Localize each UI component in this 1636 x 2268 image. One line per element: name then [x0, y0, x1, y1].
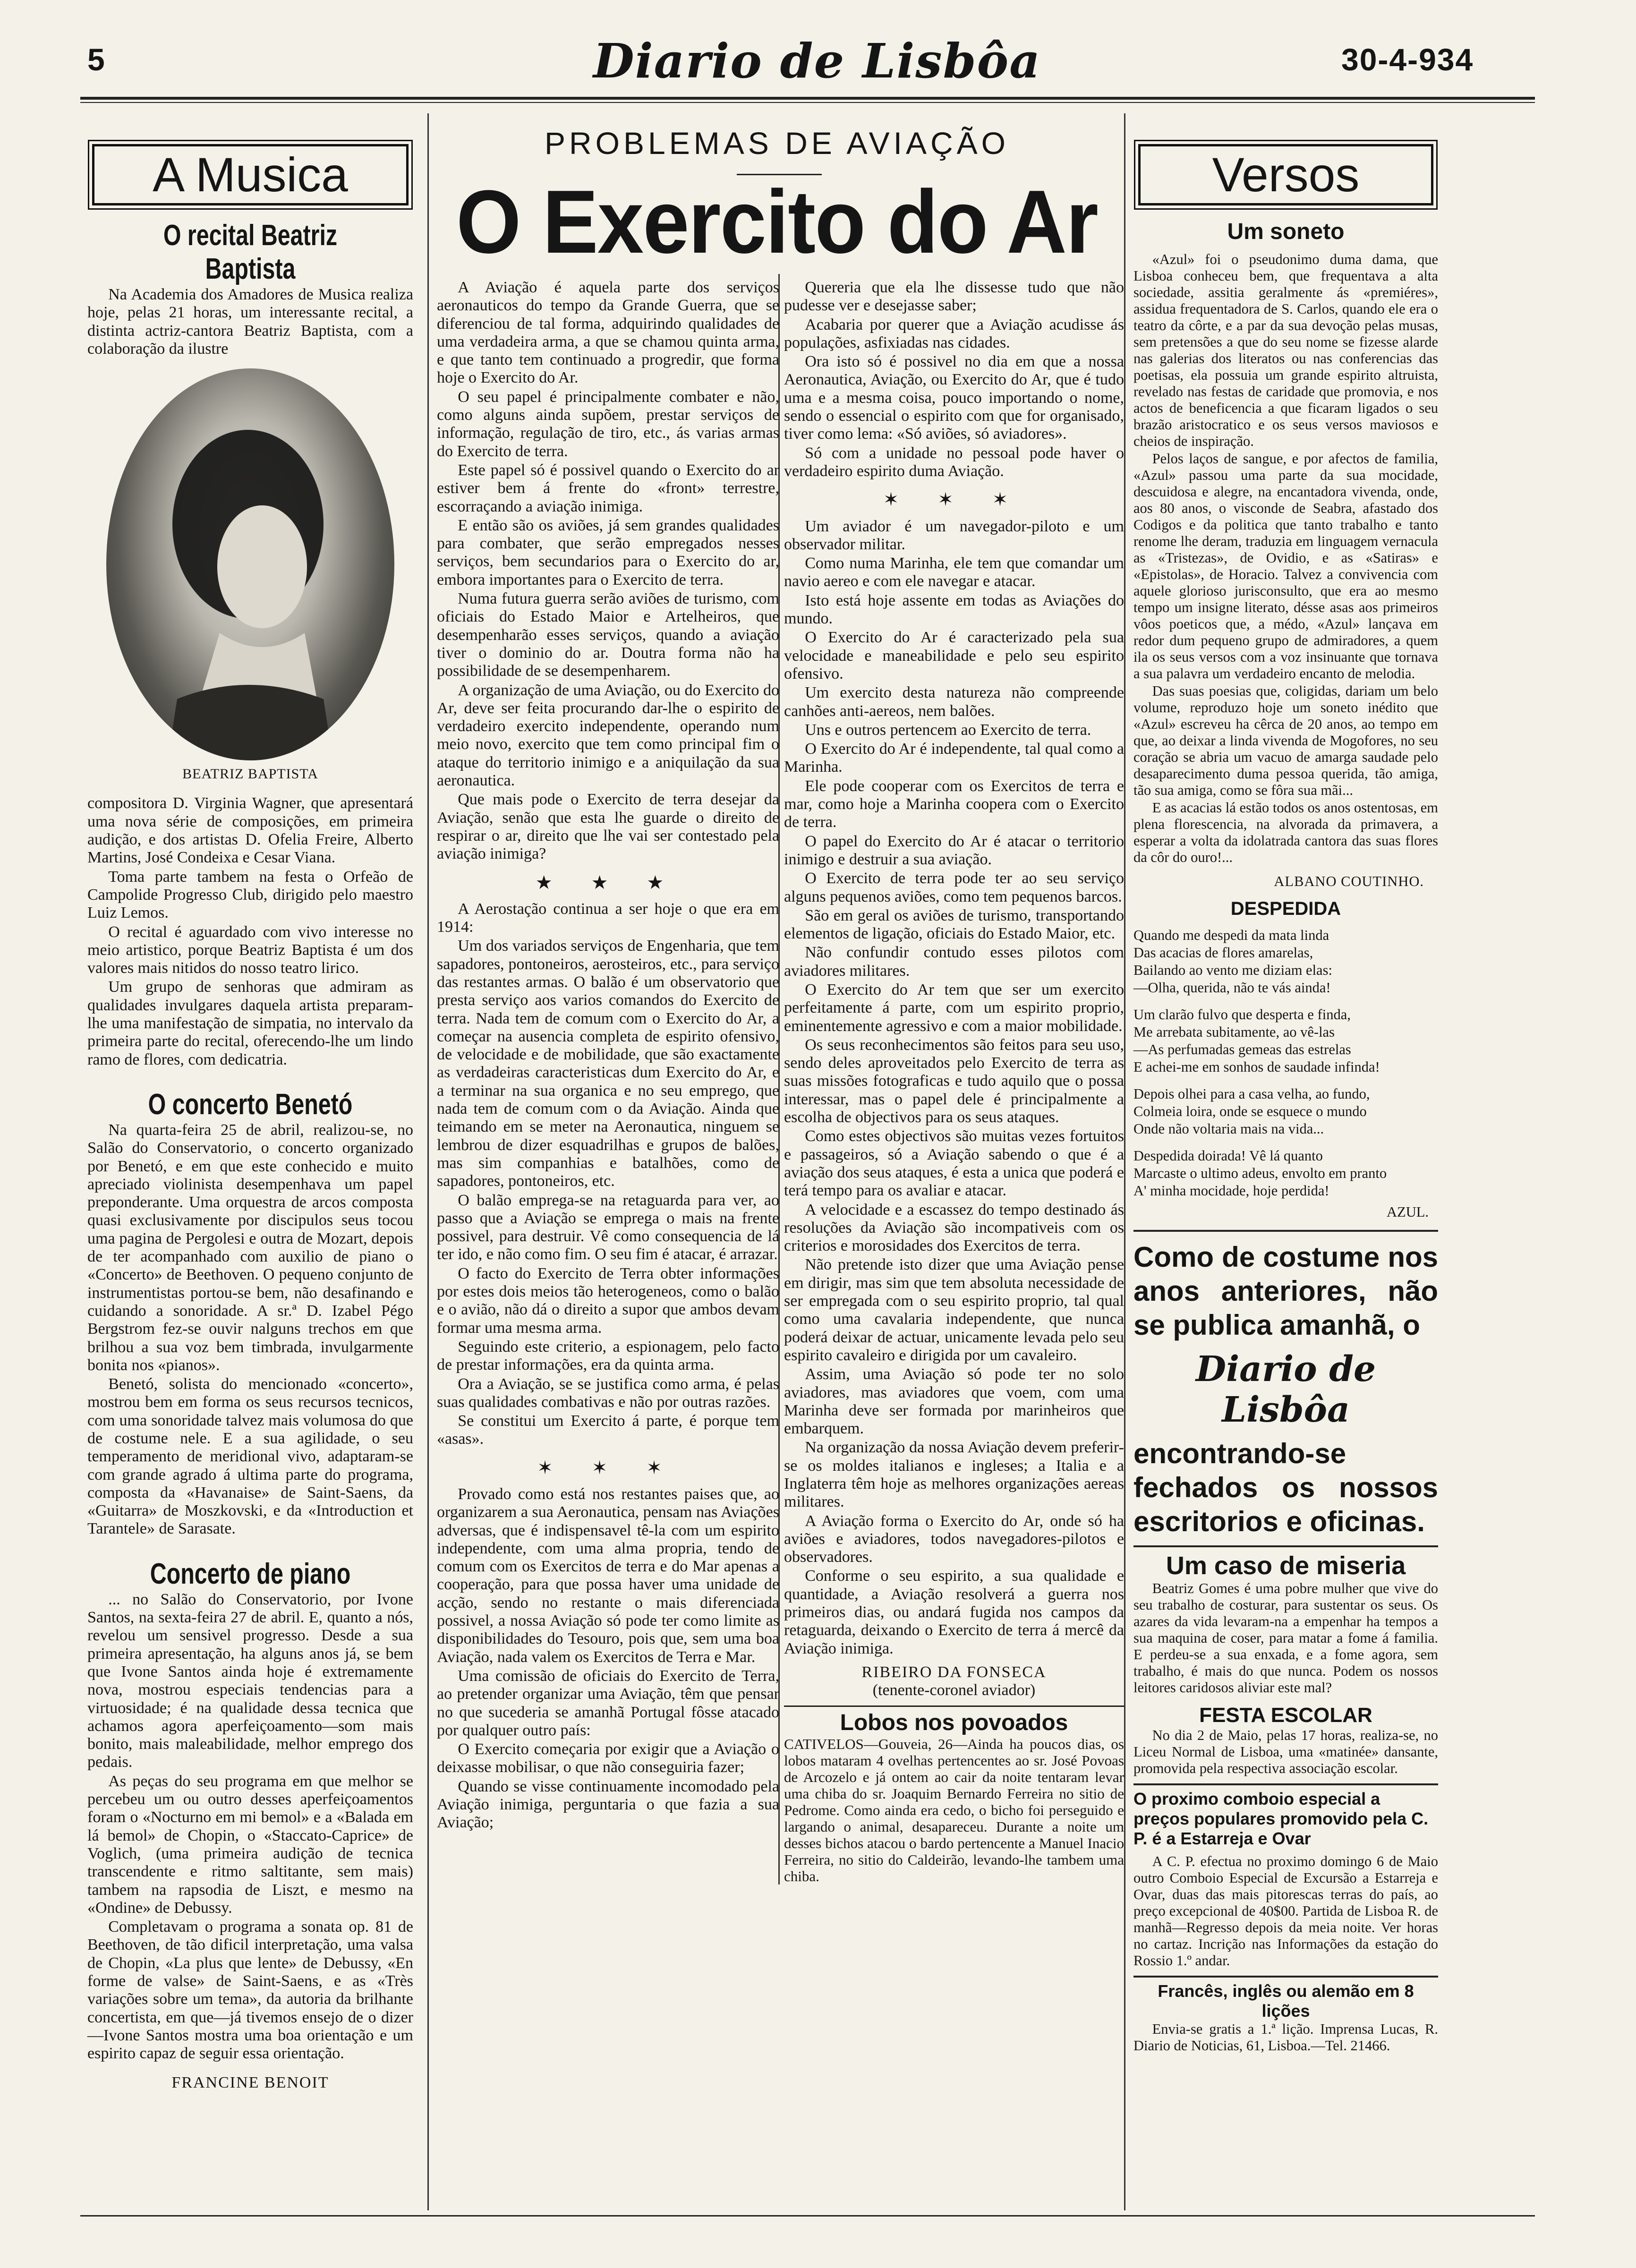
- recital-paragraph: Um grupo de senhoras que admiram as qualidades invulgares daquela artista preparam-lhe uma manifestação de simpatia, no intervalo da primeira parte do recital, oferecendo-lhe um lindo ramo de flores, com dedicatria.: [87, 978, 413, 1068]
- masthead-rule-thin: [80, 102, 1535, 103]
- aviation-paragraph: Como estes objectivos são muitas vezes fortuitos e passageiros, só a Aviação sabendo o que é a aviação dos seus ataques, é esta a unica que poderá e terá tempo para os avaliar e atacar.: [784, 1127, 1124, 1200]
- piano-headline: Concerto de piano: [150, 1557, 351, 1590]
- aviation-paragraph: Ele pode cooperar com os Exercitos de terra e mar, como hoje a Marinha coopera com o Exercito de terra.: [784, 777, 1124, 831]
- page-bottom-rule: [80, 2215, 1535, 2217]
- recital-paragraph: Na Academia dos Amadores de Musica realiza hoje, pelas 21 horas, um interessante recital, a distinta actriz-cantora Beatriz Baptista, com a colaboração da ilustre: [87, 286, 413, 358]
- aviation-paragraph: Acabaria por querer que a Aviação acudisse ás populações, asfixiadas nas cidades.: [784, 315, 1124, 351]
- train-headline: O proximo comboio especial a preços populares promovido pela C. P. é a Estarreja e Ovar: [1133, 1789, 1429, 1848]
- page-number: 5: [87, 42, 105, 77]
- aviation-paragraph: O Exercito começaria por exigir que a Aviação o deixasse mobilisar, o que não conseguiria fazer;: [437, 1740, 779, 1776]
- aviation-paragraph: Este papel só é possivel quando o Exercito do ar estiver bem á frente do «front» terrestre, escorraçando a aviação inimiga.: [437, 461, 779, 515]
- newspaper-masthead: Diario de Lisbôa: [593, 33, 1041, 89]
- aviation-paragraph: Ora a Aviação, se se justifica como arma, é pelas suas qualidades combativas e não por outras razões.: [437, 1375, 779, 1411]
- aviation-paragraph: O Exercito do Ar é independente, tal qual como a Marinha.: [784, 740, 1124, 776]
- portrait-illustration: [106, 368, 394, 760]
- sonnet-headline: Um soneto: [1227, 219, 1345, 244]
- aviation-paragraph: Na organização da nossa Aviação devem preferir-se os moldes italianos e ingleses; a Italia e a Inglaterra têm hoje as melhores organizações aereas militares.: [784, 1439, 1124, 1511]
- sonnet-intro-paragraph: Das suas poesias que, coligidas, dariam um belo volume, reproduzo hoje um soneto inédito que «Azul» escreveu ha cêrca de 20 anos, ao tempo em que, ao deixar a linda vivenda de Mogofores, no seu coração se abria um vacuo de amarga saudade pelo desaparecimento duma pessoa querida, tão amiga, tão sua amiga, como se fôra sua mãi...: [1133, 683, 1438, 798]
- poem-line: —As perfumadas gemeas das estrelas: [1133, 1041, 1351, 1057]
- aviation-paragraph: A velocidade e a escassez do tempo destinado ás resoluções da Aviação são incompativeis com os criterios e morosidades dos Exercitos de terra.: [784, 1201, 1124, 1255]
- piano-paragraph: As peças do seu programa em que melhor se percebeu um ou outro desses aperfeiçoamentos foram o «Nocturno em mi bemol» e a «Balada em lá bemol» de Chopin, o «Staccato-Caprice» de Voglich, (uma primeira audição de tecnica transcendente e ritmo saltitante, sem mais) tambem na rapsodia de Liszt, e mesmo na «Ondine» de Debussy.: [87, 1772, 413, 1917]
- language-ad-headline: Francês, inglês ou alemão em 8 lições: [1158, 1981, 1414, 2021]
- aviation-column-1: [437, 279, 779, 1833]
- issue-date: 30-4-934: [1341, 42, 1474, 77]
- aviation-column-2: [784, 279, 1124, 1885]
- poem-line: A' minha mocidade, hoje perdida!: [1133, 1183, 1329, 1199]
- aviation-paragraph: Só com a unidade no pessoal pode haver o verdadeiro espirito duma Aviação.: [784, 444, 1124, 480]
- verses-column: [1133, 144, 1438, 2055]
- masthead-rule: [80, 97, 1535, 100]
- piano-signature: FRANCINE BENOIT: [171, 2074, 329, 2092]
- aviation-paragraph: Uns e outros pertencem ao Exercito de terra.: [805, 721, 1091, 739]
- aviation-paragraph: São em geral os aviões de turismo, transportando elementos de ligação, oficiais do Estado Maior, etc.: [784, 906, 1124, 943]
- poem-line: Quando me despedi da mata linda: [1133, 927, 1329, 943]
- school-party-paragraph: No dia 2 de Maio, pelas 17 horas, realiza-se, no Liceu Normal de Lisboa, uma «matinée» dansante, promovida pela respectiva associação escolar.: [1133, 1727, 1438, 1776]
- aviation-paragraph: Um aviador é um navegador-piloto e um observador militar.: [784, 517, 1124, 553]
- poem-line: Bailando ao vento me diziam elas:: [1133, 962, 1332, 978]
- misery-headline: Um caso de miseria: [1166, 1552, 1406, 1580]
- wolves-rule: [784, 1705, 1124, 1707]
- poem-title: DESPEDIDA: [1230, 898, 1341, 919]
- poem-line: Me arrebata subitamente, ao vê-las: [1133, 1024, 1335, 1040]
- aviation-paragraph: Seguindo este criterio, a espionagem, pelo facto de prestar informações, era da quinta arma.: [437, 1338, 779, 1374]
- poem-line: Depois olhei para a casa velha, ao fundo,: [1133, 1086, 1370, 1102]
- aviation-paragraph: Um exercito desta natureza não compreende canhões anti-aereos, nem balões.: [784, 684, 1124, 720]
- poem-body: [1133, 927, 1438, 1199]
- recital-paragraph: Toma parte tambem na festa o Orfeão de Campolide Progresso Club, dirigido pelo maestro Luiz Lemos.: [87, 868, 413, 922]
- train-rule: [1133, 1783, 1438, 1785]
- sonnet-intro-paragraph: Pelos laços de sangue, e por afectos de familia, «Azul» passou uma parte da sua mocidade, descuidosa e alegre, na encantadora vivenda, onde, aos 80 anos, o visconde de Seabra, afastado dos Codigos e da politica que tanto trabalho e tanto renome lhe deram, traduzia em linguagem vernacula as «Tristezas», de Ovidio, e as «Satiras» e «Epistolas», de Horacio. Talvez a convivencia com aquele glorioso jurisconsulto, que era ao mesmo tempo um insigne literato, désse asas aos primeiros vôos poeticos que, a médo, «Azul» lançava em redor dum pequeno grupo de admiradores, a quem ila os seus versos com a voz insinuante que tornava a sua palavra um verdadeiro encanto de melodia.: [1133, 451, 1438, 682]
- column-rule: [1124, 113, 1125, 2210]
- sonnet-author: ALBANO COUTINHO.: [1274, 873, 1424, 889]
- poem-line: —Olha, querida, não te vás ainda!: [1133, 980, 1331, 996]
- aviation-signature-rank: (tenente-coronel aviador): [872, 1681, 1036, 1699]
- section-stars: ✶ ✶ ✶: [883, 489, 1025, 511]
- aviation-paragraph: O papel do Exercito do Ar é atacar o territorio inimigo e destruir a sua aviação.: [784, 832, 1124, 868]
- recital-paragraph: O recital é aguardado com vivo interesse no meio artistico, porque Beatriz Baptista é um dos valores mais nitidos do nosso teatro lirico.: [87, 923, 413, 977]
- poem-line: Das acacias de flores amarelas,: [1133, 945, 1313, 961]
- sonnet-intro-paragraph: E as acacias lá estão todos os anos ostentosas, em plena florescencia, na alvorada da primavera, a esperar a volta da idolatrada cantora das suas flores da côr do ouro!...: [1133, 800, 1438, 865]
- aviation-paragraph: O balão emprega-se na retaguarda para ver, ao passo que a Aviação se emprega o mais na frente possivel, para destruir. Vê como consequencia de lá ter ido, e não como fim. O seu fim é atacar, é arrazar.: [437, 1191, 779, 1263]
- beneto-paragraph: Benetó, solista do mencionado «concerto», mostrou bem em forma os seus recursos tecnicos, com uma sonoridade talvez mais volumosa do que de costume nele. E a sua agilidade, o seu temperamento de meridional vivo, adaptaram-se com grande agrado á ultima parte do programa, composta da «Havanaise» de Saint-Saens, da «Guitarra» de Moszkovski, e da «Introduction et Tarantele» de Sarasate.: [87, 1375, 413, 1538]
- aviation-paragraph: O Exercito do Ar é caracterizado pela sua velocidade e maneabilidade e pelo seu espirito ofensivo.: [784, 629, 1124, 682]
- aviation-paragraph: O Exercito de terra pode ter ao seu serviço alguns pequenos aviões, como tem pequenos barcos.: [784, 870, 1124, 905]
- poem-line: [1133, 997, 1438, 1006]
- misery-rule: [1133, 1545, 1438, 1547]
- wolves-headline: Lobos nos povoados: [840, 1710, 1068, 1735]
- aviation-paragraph: E então são os aviões, já sem grandes qualidades para combater, que serão empregados nesses serviços, bem secundarios para o Exercito do ar, embora importantes para o Exercito de terra.: [437, 516, 779, 588]
- aviation-paragraph: Conforme o seu espirito, a sua qualidade e quantidade, a Aviação resolverá a guerra nos primeiros dias, ou andará fugida nos campos da retaguarda, deixando o Exercito de terra á mercê da Aviação inimiga.: [784, 1567, 1124, 1657]
- poem-line: [1133, 1138, 1438, 1147]
- aviation-paragraph: Isto está hoje assente em todas as Aviações do mundo.: [784, 591, 1124, 628]
- poem-signature: AZUL.: [1387, 1204, 1429, 1220]
- language-ad-paragraph: Envia-se gratis a 1.ª lição. Imprensa Lucas, R. Diario de Noticias, 61, Lisboa.—Tel. 21466.: [1133, 2021, 1438, 2054]
- aviation-paragraph: Que mais pode o Exercito de terra desejar da Aviação, senão que esta lhe guarde o direito de respirar o ar, direito que lhe vai ser contestado pela aviação inimiga?: [437, 791, 779, 863]
- beneto-paragraph: Na quarta-feira 25 de abril, realizou-se, no Salão do Conservatorio, o concerto organizado por Benetó, e em que este conhecido e muito apreciado violinista desempenhava um papel preponderante. Uma orquestra de arcos composta quasi exclusivamente por discipulos seus tocou uma pagina de Pergolesi e outra de Mozart, depois de ter acompanhado com auxilio de piano o «Concerto» de Beethoven. O pequeno conjunto de instrumentistas portou-se bem, não desafinando e cuidando a sonoridade. A sr.ª D. Izabel Pégo Bergstrom fez-se ouvir nalguns trechos em que brilhou a sua voz bem timbrada, invulgarmente bonita nos «pianos».: [87, 1121, 413, 1374]
- aviation-kicker: PROBLEMAS DE AVIAÇÃO: [544, 126, 1010, 161]
- aviation-paragraph: A Aviação é aquela parte dos serviços aeronauticos do tempo da Grande Guerra, que se diferenciou de tal forma, adquirindo qualidades de uma verdadeira arma, a que se chamou quinta arma, e que tanto tem continuado a progredir, que forma hoje o Exercito do Ar.: [437, 279, 779, 387]
- aviation-paragraph: Um dos variados serviços de Engenharia, que tem sapadores, pontoneiros, aerosteiros, etc., para serviço das restantes armas. O balão é um observatorio que presta serviço aos varios comandos do Exercito de terra. Nada tem de comum com o Exercito do Ar, a começar na ausencia completa de espirito ofensivo, de velocidade e de mobilidade, que são exactamente as verdadeiras caracteristicas dum Exercito do Ar, e a terminar na sua organica e no seu emprego, que nada tem de comum com o da Aviação. Ainda que teimando em se meter na Aeronautica, ninguem se lembrou de dizer esquadrilhas e grupos de balões, mas sim companhias e batalhões, como de sapadores, pontoneiros, etc.: [437, 937, 779, 1190]
- section-stars: ✶ ✶ ✶: [537, 1457, 679, 1478]
- aviation-paragraph: Se constitui um Exercito á parte, é porque tem «asas».: [437, 1412, 779, 1448]
- aviation-paragraph: A Aerostação continua a ser hoje o que era em 1914:: [437, 900, 779, 936]
- aviation-paragraph: O facto do Exercito de Terra obter informações por estes dois meios tão heterogeneos, como o balão e o avião, não dá o direito a supor que ambos devam formar uma mesma arma.: [437, 1264, 779, 1337]
- aviation-paragraph: Não confundir contudo esses pilotos com aviadores militares.: [784, 944, 1124, 980]
- poem-line: E achei-me em sonhos de saudade infinda!: [1133, 1059, 1380, 1075]
- music-column: [87, 144, 413, 2092]
- aviation-paragraph: Os seus reconhecimentos são feitos para seu uso, sendo deles aproveitados pelo Exercito de terra as suas missões fotograficas e tudo aquilo que o possa interessar, mas o papel dele é principalmente a escolha de objectivos para os seus ataques.: [784, 1036, 1124, 1126]
- wolves-paragraph: CATIVELOS—Gouveia, 26—Ainda ha poucos dias, os lobos mataram 4 ovelhas pertencentes ao sr. José Povoas de Arcozelo e já ontem ao cair da noite tentaram levar uma chiba do sr. Joaquim Bernardo Ferreira no sitio de Pedrome. Como ainda era cedo, o bicho foi perseguido e largando o animal, desapareceu. Durante a noite um desses bichos atacou o bardo pertencente a Manuel Inacio Ferreira, no sitio do Caldeirão, levando-lhe tambem uma chiba.: [784, 1735, 1124, 1884]
- poem-line: Um clarão fulvo que desperta e finda,: [1133, 1006, 1351, 1023]
- aviation-paragraph: Numa futura guerra serão aviões de turismo, com oficiais do Estado Maior e Artelheiros, que desempenharão esses serviços, quando a aviação tiver o dominio do ar. Doutra forma não ha possibilidade de se desempenharem.: [437, 590, 779, 680]
- poem-line: [1133, 1076, 1438, 1085]
- misery-paragraph: Beatriz Gomes é uma pobre mulher que vive do seu trabalho de costurar, para sustentar os seus. Os azares da vida levaram-na a empenhar ha tempos a sua maquina de coser, para matar a fome á familia. E perdeu-se a sua enxada, e a fome agora, sem trabalho, é mais do que nunca. Podem os nossos leitores caridosos aliviar este mal?: [1133, 1580, 1438, 1696]
- notice-rule: [1133, 1230, 1438, 1232]
- aviation-paragraph: Quando se visse continuamente incomodado pela Aviação inimiga, perguntaria o que fazia a sua Aviação;: [437, 1777, 779, 1832]
- aviation-paragraph: Quereria que ela lhe dissesse tudo que não pudesse ver e desejasse saber;: [784, 279, 1124, 315]
- aviation-paragraph: Uma comissão de oficiais do Exercito de Terra, ao pretender organizar uma Aviação, têm que pensar no que sucederia se amanhã Portugal fôsse atacado por qualquer outro país:: [437, 1667, 779, 1739]
- recital-headline: O recital Beatriz Baptista: [163, 219, 338, 285]
- verses-section-heading: Versos: [1138, 144, 1433, 205]
- aviation-paragraph: O Exercito do Ar tem que ser um exercito perfeitamente á parte, com um espirito proprio, eminentemente agressivo e com a maior mobilidade.: [784, 981, 1124, 1035]
- aviation-paragraph: A organização de uma Aviação, ou do Exercito do Ar, deve ser feita procurando dar-lhe o espirito de verdadeiro exercito independente, operando num meio novo, exercito que tem como principal fim o ataque do territorio inimigo e a aniquilação da sua aeronautica.: [437, 681, 779, 790]
- piano-paragraph: Completavam o programa a sonata op. 81 de Beethoven, de tão dificil interpretação, uma valsa de Chopin, «La plus que lente» de Debussy, «En forme de valse» de Saint-Saens, e as «Très variações sobre um tema», da autoria da brilhante concertista, em que—já tivemos ensejo de o dizer—Ivone Santos mostra uma boa orientação e um espirito capaz de seguir essa orientação.: [87, 1918, 413, 2063]
- beatriz-photo: [106, 368, 394, 760]
- aviation-paragraph: A Aviação forma o Exercito do Ar, onde só ha aviões e aviadores, todos navegadores-pilotos e observadores.: [784, 1512, 1124, 1566]
- train-paragraph: A C. P. efectua no proximo domingo 6 de Maio outro Comboio Especial de Excursão a Estarreja e Ovar, duas das mais pitorescas terras do país, ao preço excepcional de 40$00. Partida de Lisboa R. de manhã—Regresso depois da meia noite. Ver horas no cartaz. Incrição nas Informações da estação do Rossio 1.º andar.: [1133, 1853, 1438, 1969]
- beneto-headline: O concerto Benetó: [148, 1088, 353, 1121]
- holiday-notice-masthead: Diario de Lisbôa: [1195, 1349, 1376, 1430]
- aviation-paragraph: Como numa Marinha, ele tem que comandar um navio aereo e com ele navegar e atacar.: [784, 554, 1124, 590]
- poem-line: Colmeia loira, onde se esquece o mundo: [1133, 1103, 1367, 1119]
- piano-paragraph: ... no Salão do Conservatorio, por Ivone Santos, na sexta-feira 27 de abril. E, quanto a nós, revelou um sensivel progresso. Desde a sua primeira apresentação, ha alguns anos já, se bem que Ivone Santos ainda hoje é extremamente nova, mostrou especiais tendencias para a virtuosidade; é na qualidade dessa tecnica que achamos agora aperfeiçoamento—som mais bonito, mais maleabilidade, melhor emprego dos pedais.: [87, 1590, 413, 1771]
- recital-paragraph: compositora D. Virginia Wagner, que apresentará uma nova série de composições, em primeira audição, e dos artistas D. Ofelia Freire, Alberto Martins, José Condeixa e Cesar Viana.: [87, 794, 413, 867]
- aviation-paragraph: Provado como está nos restantes paises que, ao organizarem a sua Aeronautica, pensam nas Aviações adversas, que é indispensavel tê-la com um espirito independente, com uma alma propria, tendo de comum com os Exercitos de terra e do Mar apenas a cooperação, para que possa haver uma unidade de acção, sendo no restante o mais diferenciada possivel, a nossa Aviação só pode ter como limite as disponibilidades do Tesouro, pois que, sem uma boa Aviação, nada valem os Exercitos de Terra e Mar.: [437, 1485, 779, 1666]
- ad-rule: [1133, 1976, 1438, 1978]
- aviation-paragraph: O seu papel é principalmente combater e não, como alguns ainda supõem, prestar serviços de informação, regulação de tiro, etc., ás varias armas do Exercito de terra.: [437, 388, 779, 460]
- holiday-notice-text: encontrando-se fechados os nossos escritorios e oficinas.: [1133, 1438, 1438, 1537]
- aviation-paragraph: Ora isto só é possivel no dia em que a nossa Aeronautica, Aviação, ou Exercito do Ar, que é tudo uma e a mesma coisa, pouco importando o nome, sendo o essencial o espirito com que for organisado, tiver como lema: «Só aviões, só aviadores».: [784, 353, 1124, 443]
- aviation-headline: O Exercito do Ar: [456, 172, 1098, 272]
- aviation-paragraph: Não pretende isto dizer que uma Aviação pense em dirigir, mas sim que tem absoluta necessidade de ser empregada com o seu espirito proprio, tal qual como uma cavalaria independente, que nunca poderá deixar de actuar, unicamente levada pelo seu espirito cavaleiro e dirigida por um cavaleiro.: [784, 1256, 1124, 1364]
- poem-line: Onde não voltaria mais na vida...: [1133, 1121, 1324, 1137]
- poem-line: Despedida doirada! Vê lá quanto: [1133, 1148, 1323, 1164]
- column-rule: [427, 113, 429, 2210]
- photo-caption: BEATRIZ BAPTISTA: [182, 766, 318, 782]
- aviation-signature-name: RIBEIRO DA FONSECA: [861, 1663, 1047, 1681]
- aviation-paragraph: Assim, uma Aviação só pode ter no solo aviadores, mas aviadores que voem, com uma Marinha deve ser formada por marinheiros que embarquem.: [784, 1365, 1124, 1438]
- music-section-heading: A Musica: [92, 144, 409, 205]
- holiday-notice-text: Como de costume nos anos anteriores, não se publica amanhã, o: [1133, 1241, 1438, 1341]
- sonnet-intro-paragraph: «Azul» foi o pseudonimo duma dama, que Lisboa conheceu bem, que frequentava a alta sociedade, assitia geralmente ás «premiéres», assidua frequentadora de S. Carlos, quando ele era o teatro da côrte, e a par da sua devoção pelas musas, sem pretensões a que do seu nome se fizesse alarde nas galerias dos literatos ou nas conferencias das poetisas, ela possuia um grande espirito altruista, revelado nas festas de caridade que promovia, e nos actos de beneficencia a que ficaram ligados o seu brazão aristocratico e os seus versos maviosos e cheios de inspiração.: [1133, 251, 1438, 449]
- poem-line: Marcaste o ultimo adeus, envolto em pranto: [1133, 1165, 1387, 1181]
- school-party-headline: FESTA ESCOLAR: [1199, 1704, 1372, 1727]
- section-stars: ★ ★ ★: [535, 871, 681, 893]
